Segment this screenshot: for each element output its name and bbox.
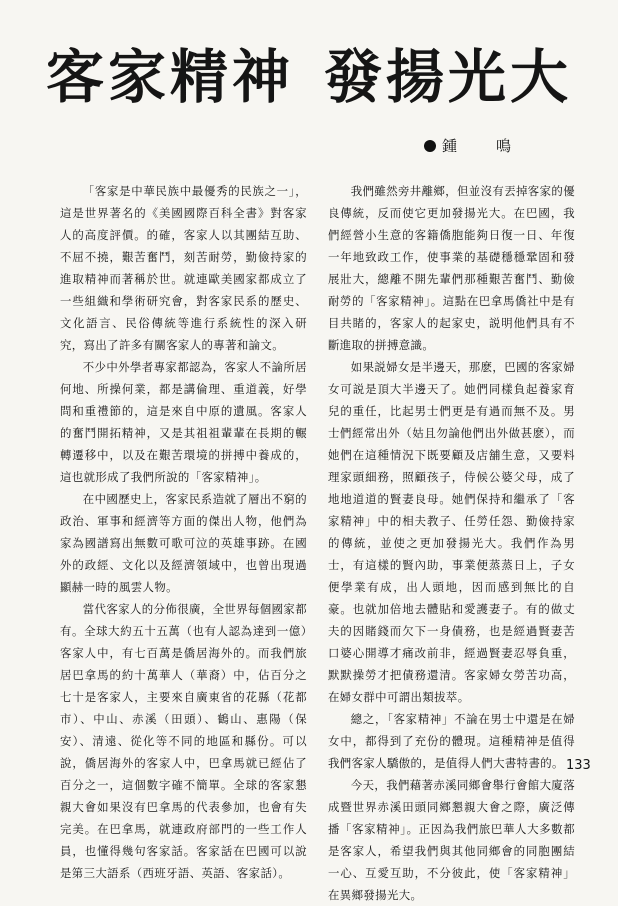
title-part-1: 客家精神 — [45, 43, 294, 111]
author-name: 鍾 鳴 — [442, 137, 524, 155]
author-line — [424, 136, 523, 156]
paragraph: 總之，「客家精神」不論在男士中還是在婦女中，都得到了充份的體現。這種精神是值得我們客家人驕傲的，是值得人們大書特書的。 — [328, 712, 575, 770]
paragraph: 當代客家人的分佈很廣，全世界每個國家都有。全球大約五十五萬（也有人認為達到一億）客家人中，有七百萬是僑居海外的。而我們旅居巴拿馬的約十萬華人（華裔）中，佔百分之七十是客家人，主要來自廣東省的花縣（花都市）、中山、赤溪（田頭）、鶴山、惠陽（保安）、清遠、從化等不同的地區和縣份。可以說，僑居海外的客家人中，巴拿馬就已經佔了百分之一，這個數字確不簡單。全球的客家懇親大會如果沒有巴拿馬的代表參加，也會有失完美。在巴拿馬，就連政府部門的一些工作人員，也懂得幾句客家話。客家話在巴國可以說是第三大語系（西班牙語、英語、客家話）。 — [60, 602, 307, 880]
right-column — [328, 180, 575, 906]
bullet-dot-icon — [424, 140, 436, 152]
paragraph: 如果説婦女是半邊天，那麽，巴國的客家婦女可説是頂大半邊天了。她們同樣負起養家育兒的重任，比起男士們更是有過而無不及。男士們經常出外（姑且勿論他們出外做甚麽），而她們在這種情況下既要顧及店舖生意，又要料理家頭細務，照顧孩子，侍候公婆父母，成了地地道道的賢妻良母。她們保持和繼承了「客家精神」中的相夫教子、任勞任怨、勤儉持家的傳統，並使之更加發揚光大。我們作為男士，有這樣的賢內助，事業便蒸蒸日上，子女便學業有成，出人頭地，因而感到無比的自豪。也就加倍地去體貼和愛護妻子。有的做丈夫的因賭錢而欠下一身債務，也是經過賢妻苦口婆心開導才痛改前非，經過賢妻忍辱負重，默默操勞才把債務還清。客家婦女勞苦功高，在婦女群中可謂出類拔萃。 — [328, 360, 575, 704]
paragraph: 今天，我們藉著赤溪同鄉會舉行會館大廈落成暨世界赤溪田頭同鄉懇親大會之際，廣泛傳播「客家精神」。正因為我們旅巴華人大多數都是客家人，希望我們與其他同鄉會的同胞團結一心、互愛互助，不分彼此，使「客家精神」在異鄉發揚光大。 — [328, 778, 575, 902]
title-part-2: 發揚光大 — [324, 43, 573, 111]
paragraph: 不少中外學者專家都認為，客家人不論所居何地、所操何業，都是講倫理、重道義，好學問和重禮節的，這是來自中原的遺風。客家人的奮鬥開拓精神，又是其祖祖輩輩在長期的輾轉遷移中，以及在艱苦環境的拼搏中養成的，這也就形成了我們所說的「客家精神」。 — [60, 360, 307, 484]
article-title — [0, 42, 618, 112]
paragraph: 在中國歷史上，客家民系造就了層出不窮的政治、軍事和經濟等方面的傑出人物，他們為家為國譜寫出無數可歌可泣的英雄事跡。在國外的政經、文化以及經濟領域中，也曾出現過顯赫一時的風雲人物。 — [60, 492, 307, 594]
paragraph: 「客家是中華民族中最優秀的民族之一」，這是世界著名的《美國國際百科全書》對客家人的高度評價。的確，客家人以其團結互助、不屈不撓，艱苦奮鬥，刻苦耐勞，勤儉持家的進取精神而著稱於世。就連歐美國家都成立了一些組織和學術研究會，對客家民系的歷史、文化語言、民俗傳統等進行系統性的深入研究，寫出了許多有關客家人的專著和論文。 — [60, 184, 307, 352]
page-number: 133 — [566, 758, 591, 773]
paragraph: 我們雖然旁井離鄉，但並沒有丟掉客家的優良傳統，反而使它更加發揚光大。在巴國，我們經營小生意的客籍僑胞能夠日復一日、年復一年地致政工作，使事業的基礎穩穩鞏固和發展壯大，總離不開先輩們那種艱苦奮鬥、勤儉耐勞的「客家精神」。這點在巴拿馬僑社中是有目共睹的，客家人的起家史，説明他們具有不斷進取的拼搏意識。 — [328, 184, 575, 352]
left-column — [60, 180, 307, 884]
